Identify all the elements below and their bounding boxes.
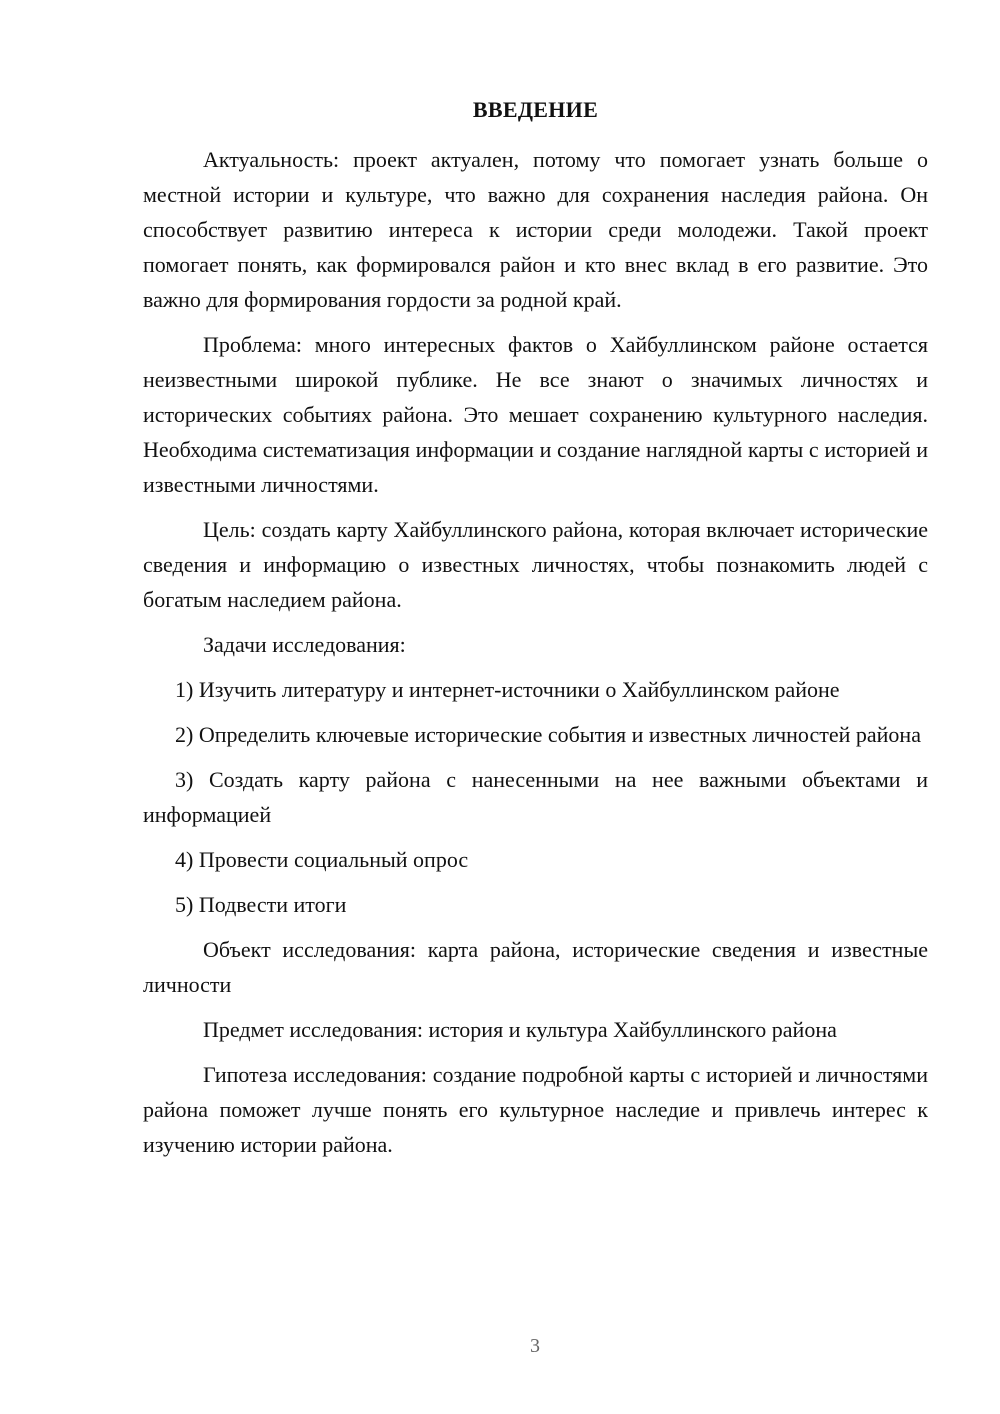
problem-paragraph: Проблема: много интересных фактов о Хайбуллинском районе остается неизвестными широкой публике. Не все знают о значимых личностях и исторических событиях района. Это мешает сохранению культурного наследия. Необходима систематизация информации и создание наглядной карты с историей и известными личностями. <box>143 332 928 497</box>
task-item-5: 5) Подвести итоги <box>175 892 347 917</box>
section-title: ВВЕДЕНИЕ <box>472 97 599 122</box>
task-item-4: 4) Провести социальный опрос <box>175 847 469 872</box>
relevance-paragraph: Актуальность: проект актуален, потому что помогает узнать больше о местной истории и культуре, что важно для сохранения наследия района. Он способствует развитию интереса к истории среди молодежи. Такой проект помогает понять, как формировался район и кто внес вклад в его развитие. Это важно для формирования гордости за родной край. <box>143 147 928 312</box>
task-item-1: 1) Изучить литературу и интернет-источники о Хайбуллинском районе <box>175 677 840 702</box>
goal-paragraph: Цель: создать карту Хайбуллинского района, которая включает исторические сведения и информацию о известных личностях, чтобы познакомить людей с богатым наследием района. <box>143 517 928 612</box>
document-body <box>143 96 928 1172</box>
page-number: 3 <box>530 1335 540 1357</box>
tasks-heading: Задачи исследования: <box>203 632 406 657</box>
subject-paragraph: Предмет исследования: история и культура Хайбуллинского района <box>203 1017 837 1042</box>
hypothesis-paragraph: Гипотеза исследования: создание подробной карты с историей и личностями района поможет лучше понять его культурное наследие и привлечь интерес к изучению истории района. <box>143 1062 928 1157</box>
task-item-2: 2) Определить ключевые исторические события и известных личностей района <box>175 722 921 747</box>
task-item-3: 3) Создать карту района с нанесенными на нее важными объектами и информацией <box>143 767 928 827</box>
object-paragraph: Объект исследования: карта района, исторические сведения и известные личности <box>143 937 928 997</box>
